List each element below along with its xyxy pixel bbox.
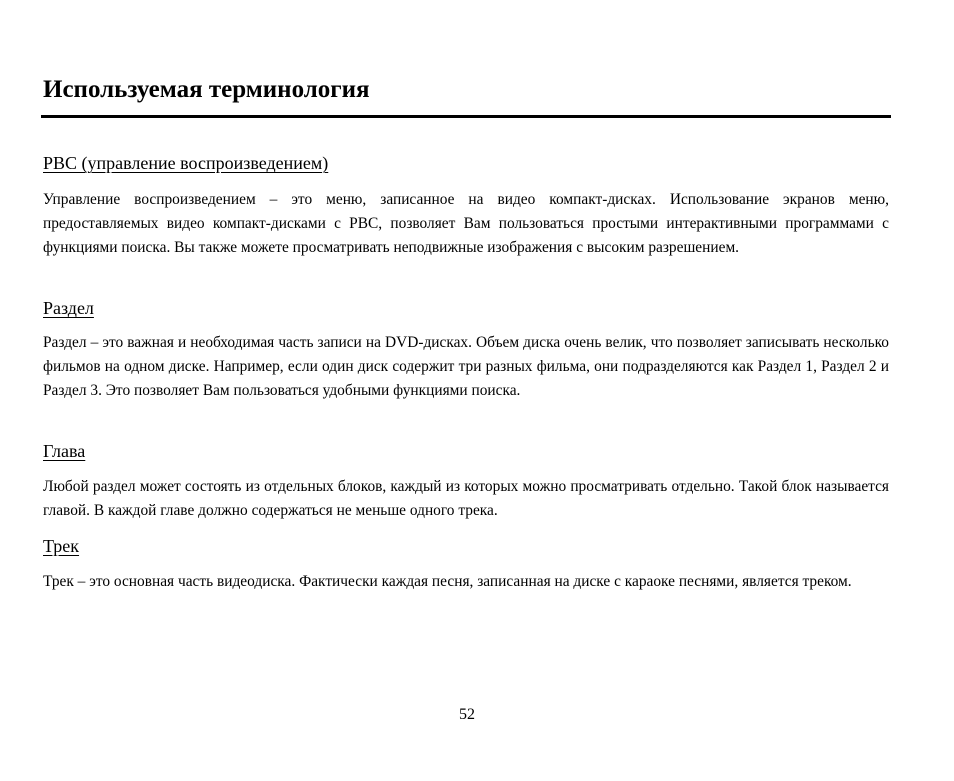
section-heading-chapter: Глава (43, 441, 86, 461)
section-body-chapter: Любой раздел может состоять из отдельных блоков, каждый из которых можно просматривать отдельно. Такой блок называется главой. В каждой главе должно содержаться не меньше одного трека. (43, 478, 889, 519)
title-divider (41, 115, 891, 118)
section-heading-title: Раздел (43, 298, 94, 318)
page-number: 52 (459, 706, 475, 723)
page-title: Используемая терминология (43, 76, 370, 103)
section-heading-pbc: PBC (управление воспроизведением) (43, 153, 329, 173)
section-body-track: Трек – это основная часть видеодиска. Фактически каждая песня, записанная на диске с караоке песнями, является треком. (43, 573, 852, 590)
section-body-pbc: Управление воспроизведением – это меню, записанное на видео компакт-дисках. Использование экранов меню, предоставляемых видео компакт-дисками с PBC, позволяет Вам пользоваться простыми интерактивными программами с функциями поиска. Вы также можете просматривать неподвижные изображения с высоким разрешением. (43, 191, 889, 256)
section-heading-track: Трек (43, 536, 80, 556)
section-body-title: Раздел – это важная и необходимая часть записи на DVD-дисках. Объем диска очень велик, что позволяет записывать несколько фильмов на одном диске. Например, если один диск содержит три разных фильма, они подразделяются как Раздел 1, Раздел 2 и Раздел 3. Это позволяет Вам пользоваться удобными функциями поиска. (43, 334, 889, 399)
